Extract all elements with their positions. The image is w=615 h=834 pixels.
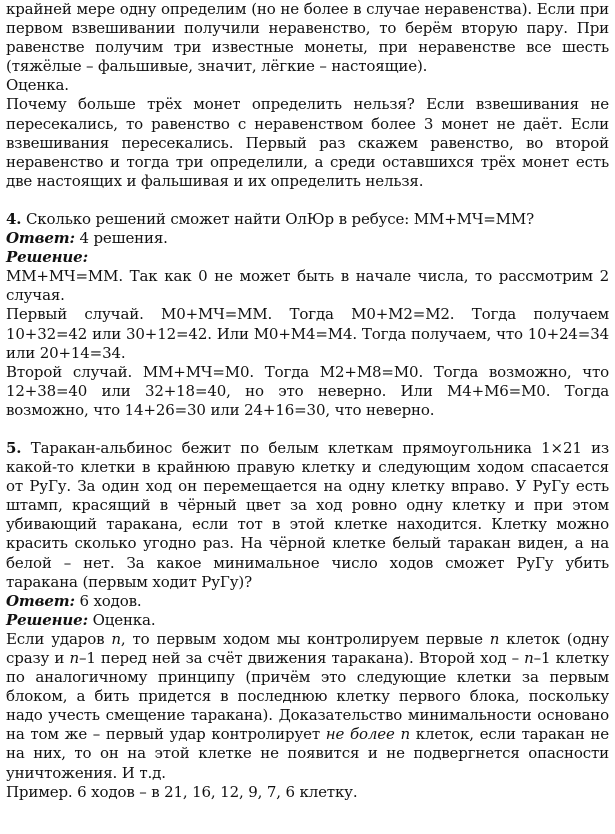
text-segment: Если ударов bbox=[6, 629, 112, 648]
problem-5-answer bbox=[6, 592, 609, 611]
estimate-heading: Оценка. bbox=[6, 76, 69, 95]
answer-text: 4 решения. bbox=[74, 229, 168, 248]
solution-paragraph: ММ+МЧ=ММ. Так как 0 не может быть в начале числа, то рассмотрим 2 случая. bbox=[6, 267, 609, 305]
problem-5 bbox=[6, 439, 609, 802]
solution-label: Решение: bbox=[6, 248, 88, 267]
text-segment: клеток (одну сразу и bbox=[6, 629, 610, 667]
text-segment: , то первым ходом мы контролируем первые bbox=[120, 629, 490, 648]
problem-4-answer bbox=[6, 229, 609, 248]
answer-text: 6 ходов. bbox=[74, 591, 142, 610]
solution-case-1: Первый случай. М0+МЧ=ММ. Тогда М0+М2=М2. Тогда получаем 10+32=42 или 30+12=42. Или М0+М4=М4. Тогда получаем, что 10+24=34 или 20+14=34. bbox=[6, 305, 609, 362]
solution-first-text: Оценка. bbox=[87, 610, 156, 629]
problem-4 bbox=[6, 210, 609, 420]
solution-case-2: Второй случай. ММ+МЧ=М0. Тогда М2+М8=М0. Тогда возможно, что 12+38=40 или 32+18=40, но это неверно. Или М4+М6=М0. Тогда возможно, что 14+26=30 или 24+16=30, что неверно. bbox=[6, 362, 609, 419]
math-variable: n bbox=[524, 649, 534, 667]
italic-phrase: не более n bbox=[325, 725, 410, 744]
solution-paragraph bbox=[6, 630, 609, 783]
question-text: Сколько решений сможет найти ОлЮр в ребусе: ММ+МЧ=ММ? bbox=[21, 209, 534, 228]
answer-label: Ответ: bbox=[6, 229, 75, 248]
problem-number: 4. bbox=[6, 209, 22, 228]
math-variable: n bbox=[69, 649, 79, 667]
intro-paragraph: крайней мере одну определим (но не более в случае неравенства). Если при первом взвешивании получили неравенство, то берём вторую пару. При равенстве получим три известные монеты, при неравенстве все шесть (тяжёлые – фальшивые, значит, лёгкие – настоящие). bbox=[6, 0, 609, 76]
math-variable: n bbox=[489, 629, 500, 648]
math-variable: n bbox=[111, 629, 121, 648]
solution-label: Решение: bbox=[6, 610, 88, 629]
text-segment: клеток, если таракан не на них, то он на этой клетке не появится и не подвергнется опасности уничтожения. И т.д. bbox=[6, 725, 609, 782]
example-line: Пример. 6 ходов – в 21, 16, 12, 9, 7, 6 клетку. bbox=[6, 782, 358, 801]
question-text: Таракан-альбинос бежит по белым клеткам прямоугольника 1×21 из какой-то клетки в крайнюю правую клетку и следующим ходом спасается от РуГу. За один ход он перемещается на одну клетку вправо. У РуГу есть штамп, красящий в чёрный цвет за ход ровно одну клетку и при этом убивающий таракана, если тот в этой клетке находится. Клетку можно красить сколько угодно раз. На чёрной клетке белый таракан виден, а на белой – нет. За какое минимальное число ходов сможет РуГу убить таракана (первым ходит РуГу)? bbox=[6, 438, 609, 591]
answer-label: Ответ: bbox=[6, 591, 75, 610]
text-segment: –1 клетку по аналогичному принципу (причём это следующие клетки за первым блоком, а бить придется в последнюю клетку первого блока, поскольку надо учесть смещение таракана). Доказательство минимальности основано на том же – первый удар контролирует bbox=[6, 649, 609, 744]
problem-5-question bbox=[6, 439, 609, 592]
problem-4-question bbox=[6, 210, 609, 229]
intro-paragraph-2: Почему больше трёх монет определить нельзя? Если взвешивания не пересекались, то равенство с неравенством более 3 монет не даёт. Если взвешивания пересекались. Первый раз скажем равенство, во второй неравенство и тогда три определили, а среди оставшихся трёх монет есть две настоящих и фальшивая и их определить нельзя. bbox=[6, 95, 609, 190]
text-segment: –1 перед ней за счёт движения таракана). Второй ход – bbox=[78, 649, 525, 667]
problem-number: 5. bbox=[6, 438, 22, 457]
problem-5-solution-start bbox=[6, 611, 609, 630]
intro-section bbox=[6, 0, 609, 191]
